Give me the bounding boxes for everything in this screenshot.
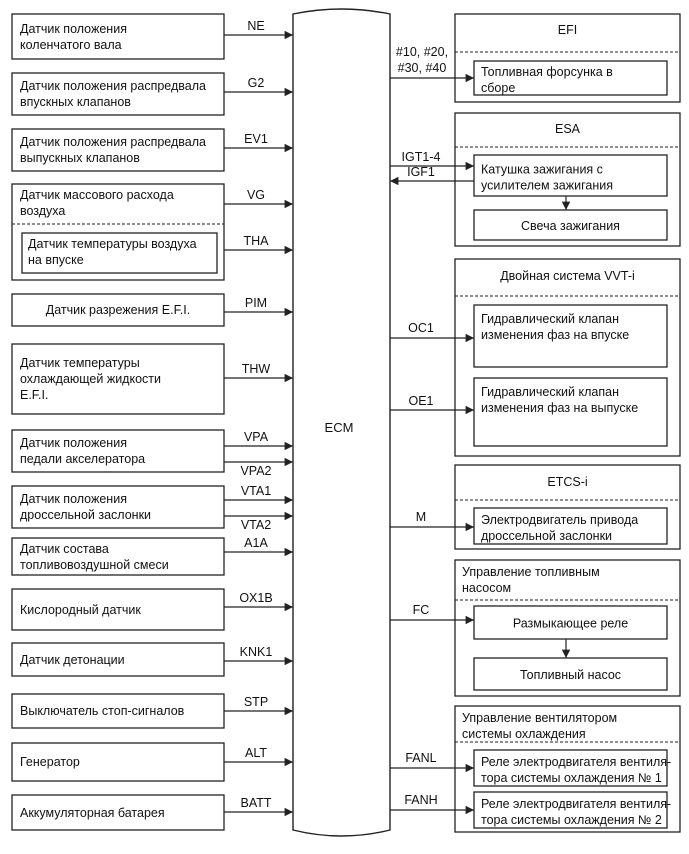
sensor-label: Кислородный датчик — [20, 603, 141, 617]
signal-label: OX1B — [239, 591, 273, 605]
group-title: EFI — [557, 23, 578, 37]
signal-label: NE — [247, 19, 265, 33]
sensor-label: педали акселератора — [20, 452, 146, 466]
actuator-label: Гидравлический клапан — [481, 312, 619, 326]
actuator-label: тора системы охлаждения № 2 — [481, 813, 662, 827]
signal-label: VTA1 — [240, 484, 272, 498]
actuator-label: Свеча зажигания — [521, 219, 620, 233]
sensor-label: топливовоздушной смеси — [20, 558, 169, 572]
actuator-label: дроссельной заслонки — [481, 529, 613, 543]
signal-label: IGF1 — [407, 165, 435, 179]
sensor-label: Датчик положения распредвала — [20, 79, 206, 93]
signal-label: VG — [246, 188, 266, 202]
group-title: ETCS-i — [547, 475, 588, 489]
signal-label: A1A — [244, 536, 268, 550]
signal-label: FANL — [405, 751, 437, 765]
signal-label: ALT — [245, 746, 267, 760]
actuator-label: изменения фаз на выпуске — [481, 401, 639, 415]
signal-label: G2 — [247, 76, 265, 90]
signal-label: #10, #20, — [395, 45, 449, 59]
actuator-label: Топливная форсунка в — [481, 65, 613, 79]
sensor-label: Датчик положения — [20, 492, 127, 506]
ecm-label: ECM — [324, 420, 354, 435]
signal-label: KNK1 — [239, 645, 273, 659]
sensor-label: Датчик массового расхода — [20, 188, 174, 202]
sub-sensor-label: Датчик температуры воздуха — [28, 237, 197, 251]
actuator-label: Топливный насос — [519, 668, 622, 682]
sensor-label: Датчик детонации — [20, 653, 125, 667]
sensor-label: Генератор — [20, 755, 80, 769]
sensor-label: E.F.I. — [20, 388, 49, 402]
actuator-label: Размыкающее реле — [512, 616, 629, 631]
group-title: системы охлаждения — [462, 727, 586, 741]
sensor-label: воздуха — [20, 204, 66, 218]
signal-label: FC — [412, 603, 430, 617]
actuator-label: усилителем зажигания — [481, 178, 613, 193]
sensor-label: впускных клапанов — [20, 95, 131, 109]
sensor-label: Датчик состава — [20, 542, 109, 556]
sensor-label: Датчик положения — [20, 436, 127, 450]
signal-label: FANH — [404, 793, 438, 807]
sensor-label: Выключатель стоп-сигналов — [20, 704, 185, 718]
actuator-label: Электродвигатель привода — [481, 513, 639, 527]
signal-label: #30, #40 — [397, 61, 447, 75]
sensor-label: коленчатого вала — [20, 38, 122, 52]
sensor-label: охлаждающей жидкости — [20, 372, 161, 386]
signal-label: VPA2 — [240, 464, 272, 478]
signal-label: VTA2 — [240, 518, 272, 532]
signal-label: M — [415, 510, 427, 524]
group-title: насосом — [462, 581, 512, 595]
signal-label: IGT1-4 — [401, 150, 441, 164]
sensor-label: дроссельной заслонки — [20, 508, 152, 522]
actuator-label: Реле электродвигателя вентиля- — [481, 755, 672, 769]
actuator-label: сборе — [481, 81, 516, 95]
sensor-box — [12, 14, 224, 59]
actuator-label: изменения фаз на впуске — [481, 328, 630, 342]
actuator-label: Реле электродвигателя вентиля- — [481, 797, 672, 811]
sensor-label: выпускных клапанов — [20, 151, 140, 165]
group-title: Двойная система VVT-i — [500, 269, 635, 283]
signal-label: THW — [241, 362, 271, 376]
actuator-label: тора системы охлаждения № 1 — [481, 771, 662, 785]
actuator-label: Катушка зажигания с — [481, 162, 603, 177]
sensor-label: Датчик разрежения E.F.I. — [45, 303, 191, 317]
group-title: Управление топливным — [462, 565, 600, 579]
signal-label: EV1 — [244, 132, 268, 146]
sensor-label: Датчик положения распредвала — [20, 135, 206, 149]
sub-sensor-label: на впуске — [28, 253, 84, 267]
signal-label: OE1 — [408, 394, 434, 408]
actuator-label: Гидравлический клапан — [481, 385, 619, 399]
sensor-label: Датчик положения — [20, 22, 127, 36]
signal-label: VPA — [243, 430, 269, 444]
group-title: Управление вентилятором — [462, 711, 618, 725]
signal-label: PIM — [244, 296, 268, 310]
sensor-label: Датчик температуры — [20, 356, 140, 370]
signal-label: THA — [243, 234, 269, 248]
sensor-label: Аккумуляторная батарея — [20, 806, 165, 820]
signal-label: STP — [243, 695, 269, 709]
signal-label: BATT — [240, 796, 272, 810]
signal-label: OC1 — [408, 321, 434, 335]
group-title: ESA — [554, 122, 581, 136]
